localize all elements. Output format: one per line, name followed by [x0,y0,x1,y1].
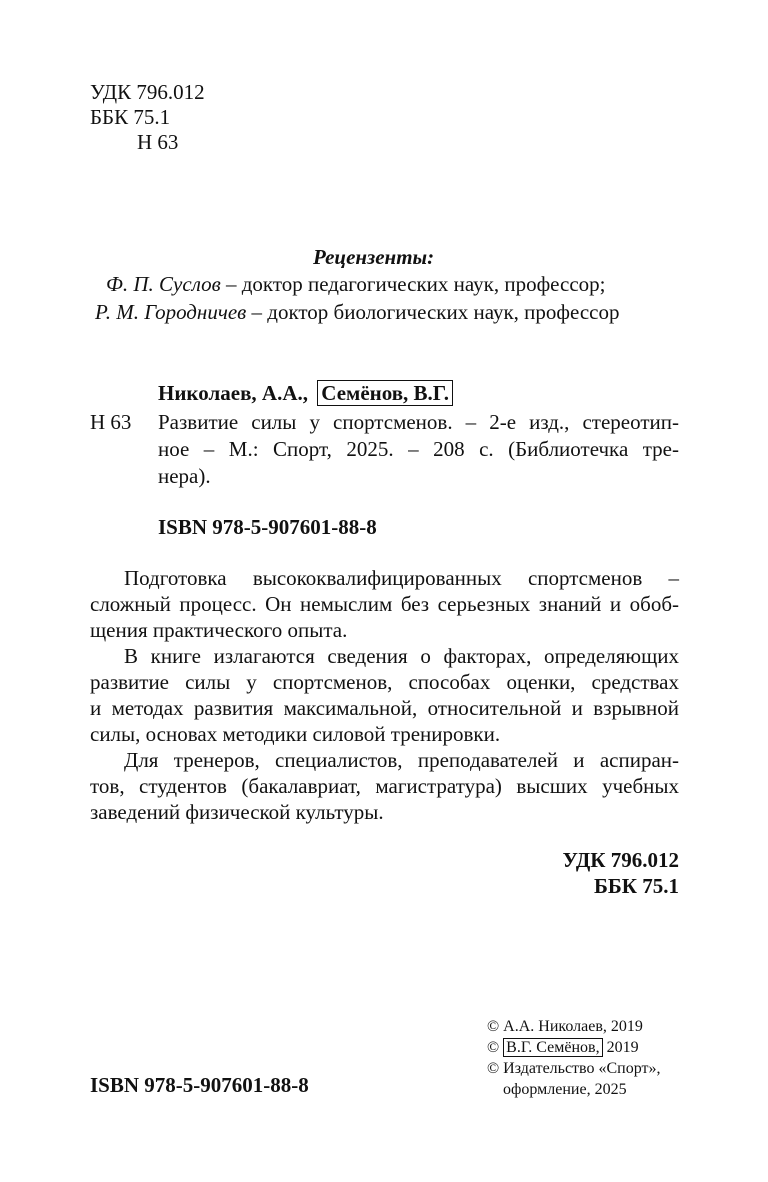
reviewer-2-desc: – доктор биологических наук, профессор [246,300,620,324]
isbn-footer: ISBN 978-5-907601-88-8 [90,1073,309,1097]
author-2-boxed: Семёнов, В.Г. [317,380,453,406]
author-1: Николаев, А.А., [158,381,309,405]
annotation-line-4: В книге излагаются сведения о факторах, определяющих [124,644,679,668]
reviewer-2 [95,300,619,325]
copyright-line-3: © Издательство «Спорт», [487,1060,661,1077]
annotation-line-8: Для тренеров, специалистов, преподавателей и аспиран- [124,748,679,772]
biblio-mark: Н 63 [90,410,132,434]
annotation-line-1: Подготовка высококвалифицированных спортсменов – [124,566,679,590]
reviewer-1-name: Ф. П. Суслов [106,272,221,296]
annotation-line-7: силы, основах методики силовой тренировки. [90,722,501,746]
copyright-line-1: © А.А. Николаев, 2019 [487,1018,643,1035]
copyright-symbol: © [487,1039,500,1056]
bbk-code-bottom: ББК 75.1 [594,874,679,898]
annotation-line-6: и методах развития максимальной, относительной и взрывной [90,696,679,720]
copyright-author-boxed: В.Г. Семёнов, [503,1038,602,1057]
copyright-line-2 [487,1037,639,1058]
annotation-line-3: щения практического опыта. [90,618,348,642]
udk-code-bottom: УДК 796.012 [562,848,679,872]
authors-line [158,381,453,406]
isbn-main: ISBN 978-5-907601-88-8 [158,515,377,539]
copyright-year: 2019 [602,1039,639,1056]
udk-code: УДК 796.012 [90,80,205,104]
biblio-line-2: ное – М.: Спорт, 2025. – 208 с. (Библиотечка тре- [158,437,679,461]
reviewer-1-desc: – доктор педагогических наук, профессор; [220,272,606,296]
copyright-line-4: оформление, 2025 [503,1081,627,1098]
bbk-code: ББК 75.1 [90,105,171,129]
biblio-line-3: нера). [158,464,211,488]
reviewers-title: Рецензенты: [313,245,435,269]
annotation-line-2: сложный процесс. Он немыслим без серьезных знаний и обоб- [90,592,679,616]
reviewer-2-name: Р. М. Городничев [95,300,247,324]
annotation-line-5: развитие силы у спортсменов, способах оценки, средствах [90,670,679,694]
annotation-line-10: заведений физической культуры. [90,800,384,824]
reviewer-1 [106,272,606,297]
biblio-line-1: Развитие силы у спортсменов. – 2-е изд., стереотип- [158,410,679,434]
annotation-line-9: тов, студентов (бакалавриат, магистратура) высших учебных [90,774,679,798]
author-mark: Н 63 [137,130,179,154]
